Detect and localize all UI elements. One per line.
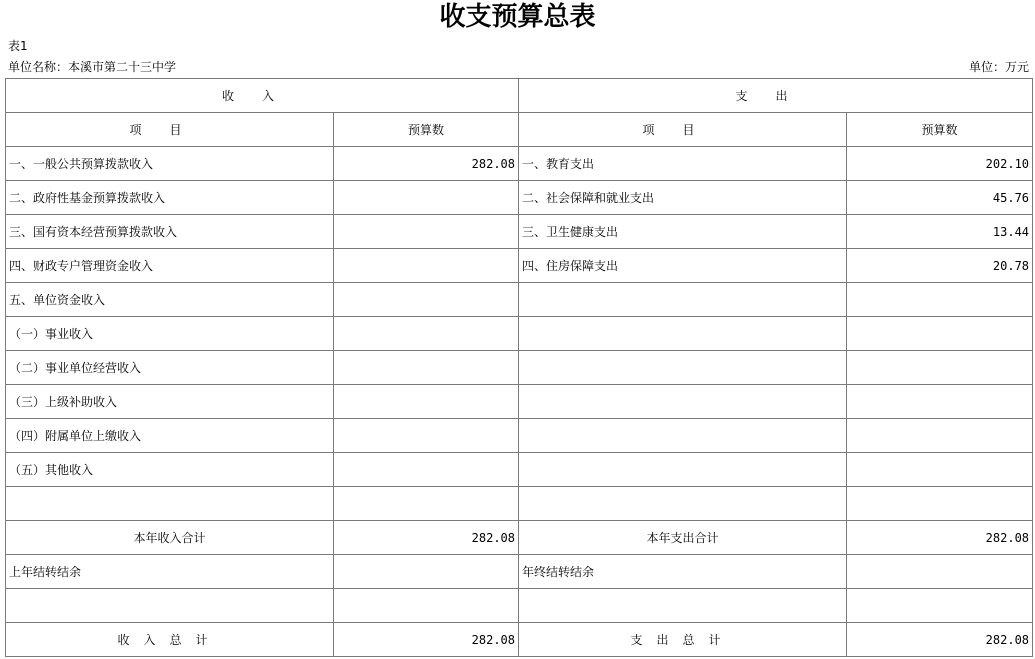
table-label: 表1	[8, 39, 28, 53]
blank-cell	[6, 589, 334, 623]
expense-item-cell	[519, 317, 847, 351]
income-item-cell: （三）上级补助收入	[6, 385, 334, 419]
table-row	[6, 351, 1033, 385]
income-total-label: 收入总计	[6, 623, 334, 657]
table-row	[6, 385, 1033, 419]
table-row	[6, 147, 1033, 181]
income-item-cell: （五）其他收入	[6, 453, 334, 487]
blank-cell	[519, 589, 847, 623]
expense-section-header: 支出	[519, 79, 1033, 113]
expense-item-cell	[519, 385, 847, 419]
income-value-cell: 282.08	[334, 147, 519, 181]
income-carryover-value	[334, 555, 519, 589]
income-item-cell: 一、一般公共预算拨款收入	[6, 147, 334, 181]
income-item-cell: 三、国有资本经营预算拨款收入	[6, 215, 334, 249]
expense-value-cell	[847, 453, 1033, 487]
income-value-cell	[334, 317, 519, 351]
expense-value-cell: 20.78	[847, 249, 1033, 283]
table-row	[6, 419, 1033, 453]
budget-table	[5, 78, 1033, 657]
expense-subtotal-value: 282.08	[847, 521, 1033, 555]
table-row	[6, 487, 1033, 521]
table-row	[6, 317, 1033, 351]
blank-row	[6, 589, 1033, 623]
expense-item-cell	[519, 453, 847, 487]
blank-cell	[847, 589, 1033, 623]
column-header-row	[6, 113, 1033, 147]
income-total-value: 282.08	[334, 623, 519, 657]
page-title: 收支预算总表	[439, 2, 596, 32]
expense-value-cell	[847, 385, 1033, 419]
expense-value-cell: 202.10	[847, 147, 1033, 181]
expense-value-cell	[847, 351, 1033, 385]
expense-value-cell	[847, 419, 1033, 453]
subtotal-row	[6, 521, 1033, 555]
expense-carryover-label: 年终结转结余	[519, 555, 847, 589]
expense-item-cell	[519, 487, 847, 521]
income-value-cell	[334, 385, 519, 419]
income-budget-header: 预算数	[334, 113, 519, 147]
income-item-cell: （一）事业收入	[6, 317, 334, 351]
currency-unit: 单位：万元	[968, 60, 1029, 74]
income-item-cell: 四、财政专户管理资金收入	[6, 249, 334, 283]
income-item-cell: （二）事业单位经营收入	[6, 351, 334, 385]
income-carryover-label: 上年结转结余	[6, 555, 334, 589]
income-value-cell	[334, 487, 519, 521]
income-item-cell: （四）附属单位上缴收入	[6, 419, 334, 453]
income-item-header: 项目	[6, 113, 334, 147]
expense-value-cell: 13.44	[847, 215, 1033, 249]
expense-value-cell	[847, 487, 1033, 521]
expense-item-cell: 四、住房保障支出	[519, 249, 847, 283]
income-section-header: 收入	[6, 79, 519, 113]
expense-carryover-value	[847, 555, 1033, 589]
expense-item-cell: 一、教育支出	[519, 147, 847, 181]
expense-total-label: 支出总计	[519, 623, 847, 657]
income-value-cell	[334, 351, 519, 385]
table-row	[6, 249, 1033, 283]
table-row	[6, 453, 1033, 487]
total-row	[6, 623, 1033, 657]
expense-value-cell	[847, 283, 1033, 317]
expense-item-cell: 三、卫生健康支出	[519, 215, 847, 249]
income-value-cell	[334, 419, 519, 453]
income-subtotal-value: 282.08	[334, 521, 519, 555]
expense-subtotal-label: 本年支出合计	[519, 521, 847, 555]
expense-total-value: 282.08	[847, 623, 1033, 657]
expense-value-cell: 45.76	[847, 181, 1033, 215]
table-row	[6, 283, 1033, 317]
blank-cell	[334, 589, 519, 623]
unit-name: 单位名称：本溪市第二十三中学	[8, 60, 177, 74]
expense-item-header: 项目	[519, 113, 847, 147]
expense-item-cell: 二、社会保障和就业支出	[519, 181, 847, 215]
income-value-cell	[334, 453, 519, 487]
income-subtotal-label: 本年收入合计	[6, 521, 334, 555]
income-value-cell	[334, 215, 519, 249]
expense-value-cell	[847, 317, 1033, 351]
expense-budget-header: 预算数	[847, 113, 1033, 147]
expense-item-cell	[519, 351, 847, 385]
expense-item-cell	[519, 419, 847, 453]
income-value-cell	[334, 249, 519, 283]
section-header-row	[6, 79, 1033, 113]
carryover-row	[6, 555, 1033, 589]
income-value-cell	[334, 181, 519, 215]
table-row	[6, 181, 1033, 215]
income-value-cell	[334, 283, 519, 317]
income-item-cell	[6, 487, 334, 521]
income-item-cell: 二、政府性基金预算拨款收入	[6, 181, 334, 215]
table-row	[6, 215, 1033, 249]
income-item-cell: 五、单位资金收入	[6, 283, 334, 317]
expense-item-cell	[519, 283, 847, 317]
